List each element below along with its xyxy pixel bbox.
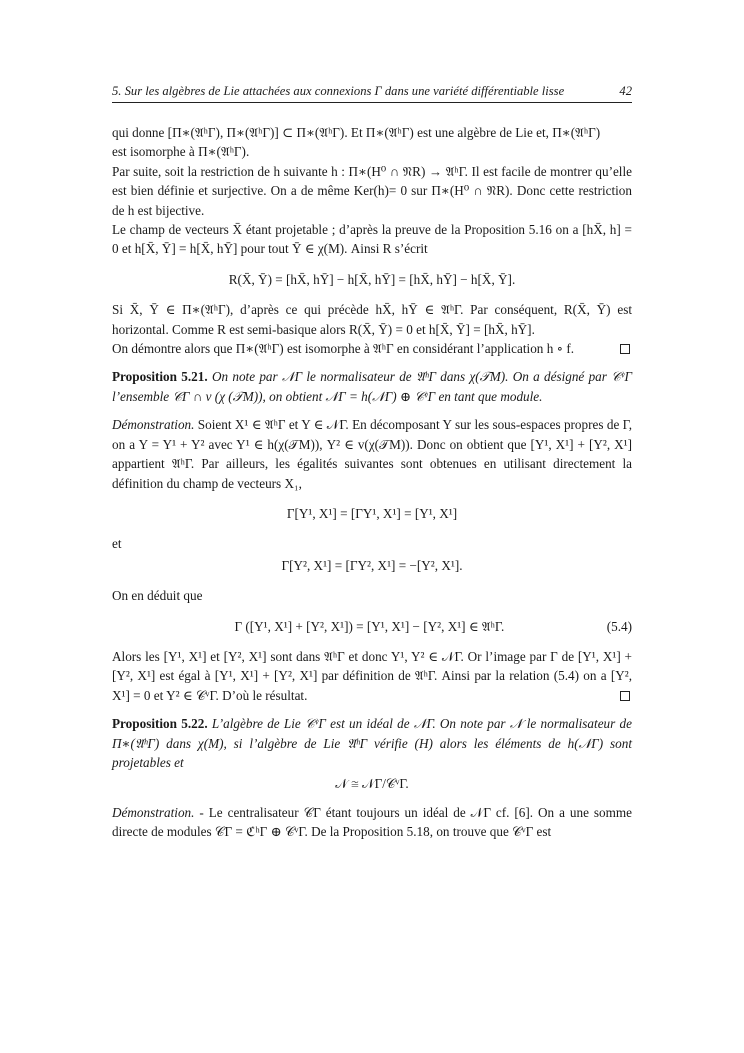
equation: R(X̄, Ȳ) = [hX̄, hȲ] − h[X̄, hȲ] = [hX̄, hȲ] − h[X̄, Ȳ]. <box>228 271 516 287</box>
proof-label: Démonstration. <box>112 804 195 820</box>
numbered-equation <box>112 617 632 636</box>
proposition <box>112 714 632 772</box>
text-line: est isomorphe à Π∗(𝔄ʰΓ). <box>112 144 250 160</box>
proposition-label: Proposition 5.21. <box>112 369 208 385</box>
text: Alors les [Y¹, X¹] et [Y², X¹] sont dans 𝔄ʰΓ et donc Y¹, Y² ∈ 𝒩Γ. Or l’image par Γ de [Y¹, X¹] + [Y², X¹] est égal à [Y¹, X¹] + [Y², X¹] par définition de 𝔄ʰΓ. Ainsi par la relation (5.4) on a [Y², X¹] = 0 et Y² ∈ 𝒞ᵛΓ. D’où le résultat. <box>112 648 632 703</box>
proof-label: Démonstration. <box>112 417 195 433</box>
text-line: qui donne [Π∗(𝔄ʰΓ), Π∗(𝔄ʰΓ)] ⊂ Π∗(𝔄ʰΓ). Et Π∗(𝔄ʰΓ) est une algèbre de Lie et, Π∗(𝔄ʰΓ) <box>112 125 601 140</box>
paragraph <box>112 339 632 358</box>
paragraph <box>112 647 632 705</box>
equation: Γ ([Y¹, X¹] + [Y², X¹]) = [Y¹, X¹] − [Y², X¹] ∈ 𝔄ʰΓ. <box>234 618 505 634</box>
qed-square-icon <box>620 691 630 701</box>
proof-text: Soient X¹ ∈ 𝔄ʰΓ et Y ∈ 𝒩Γ. En décomposant Y sur les sous-espaces propres de Γ, on a Y = Y¹ + Y² avec Y¹ ∈ h(χ(𝒯M)), Y² ∈ v(χ(𝒯M)). Donc on obtient que [Y¹, X¹] + [Y², X¹] appartient 𝔄ʰΓ. Par ailleurs, les égalités suivantes sont obtenues en utilisant directement la définition du champ de vecteurs X₁, <box>112 417 633 491</box>
paragraph: Le champ de vecteurs X̄ étant projetable ; d’après la preuve de la Proposition 5.16 on a [hX̄, h] = 0 et h[X̄, Ȳ] = h[X̄, hȲ] pour tout Ȳ ∈ χ(M). Ainsi R s’écrit <box>112 222 632 257</box>
proposition <box>112 367 632 406</box>
text: On en déduit que <box>112 588 203 604</box>
equation: Γ[Y¹, X¹] = [ΓY¹, X¹] = [Y¹, X¹] <box>286 505 458 521</box>
proof <box>112 415 632 493</box>
paragraph: Si X̄, Ȳ ∈ Π∗(𝔄ʰΓ), d’après ce qui précède hX̄, hȲ ∈ 𝔄ʰΓ. Par conséquent, R(X̄, Ȳ) est horizontal. Comme R est semi-basique alors R(X̄, Ȳ) = 0 et h[X̄, Ȳ] = [hX̄, hȲ]. <box>112 302 632 337</box>
proof-text: - Le centralisateur 𝒞Γ étant toujours un idéal de 𝒩Γ cf. [6]. On a une somme directe de modules 𝒞Γ = ℭʰΓ ⊕ 𝒞ᵛΓ. De la Proposition 5.18, on trouve que 𝒞ᵛΓ est <box>112 804 633 840</box>
equation-number: (5.4) <box>606 618 632 634</box>
page-number: 42 <box>619 84 632 98</box>
running-header <box>112 84 632 103</box>
qed-square-icon <box>620 344 630 354</box>
running-title: 5. Sur les algèbres de Lie attachées aux connexions Γ dans une variété différentiable lisse <box>112 84 565 98</box>
page <box>112 84 632 842</box>
paragraph: Par suite, soit la restriction de h suivante h : Π∗(H⁰ ∩ 𝔑R) → 𝔄ʰΓ. Il est facile de montrer qu’elle est bien définie et surjective. On a de même Ker(h)= 0 sur Π∗(H⁰ ∩ 𝔑R). Donc cette restriction de h est bijective. <box>112 163 632 218</box>
proof <box>112 803 632 842</box>
equation: 𝒩 ≅ 𝒩Γ/𝒞ᵛΓ. <box>335 776 409 792</box>
proposition-text: L’algèbre de Lie 𝒞ᵛΓ est un idéal de 𝒩Γ. On note par 𝒩 le normalisateur de Π∗(𝔄ʰΓ) dans χ(M), si l’algèbre de Lie 𝔄ʰΓ vérifie (H) alors les éléments de h(𝒩Γ) sont projetables et <box>112 716 632 770</box>
body-text <box>112 123 632 842</box>
proposition-label: Proposition 5.22. <box>112 716 208 732</box>
paragraph <box>112 123 632 162</box>
proposition-text: On note par 𝒩Γ le normalisateur de 𝔄ʰΓ dans χ(𝒯M). On a désigné par 𝒞ᵛΓ l’ensemble 𝒞Γ ∩ v (χ (𝒯M)), on obtient 𝒩Γ = h(𝒩Γ) ⊕ 𝒞ᵛΓ en tant que module. <box>112 369 632 404</box>
text: On démontre alors que Π∗(𝔄ʰΓ) est isomorphe à 𝔄ʰΓ en considérant l’application h ∘ f. <box>112 341 575 357</box>
text: et <box>112 536 122 552</box>
equation: Γ[Y², X¹] = [ΓY², X¹] = −[Y², X¹]. <box>281 557 463 573</box>
